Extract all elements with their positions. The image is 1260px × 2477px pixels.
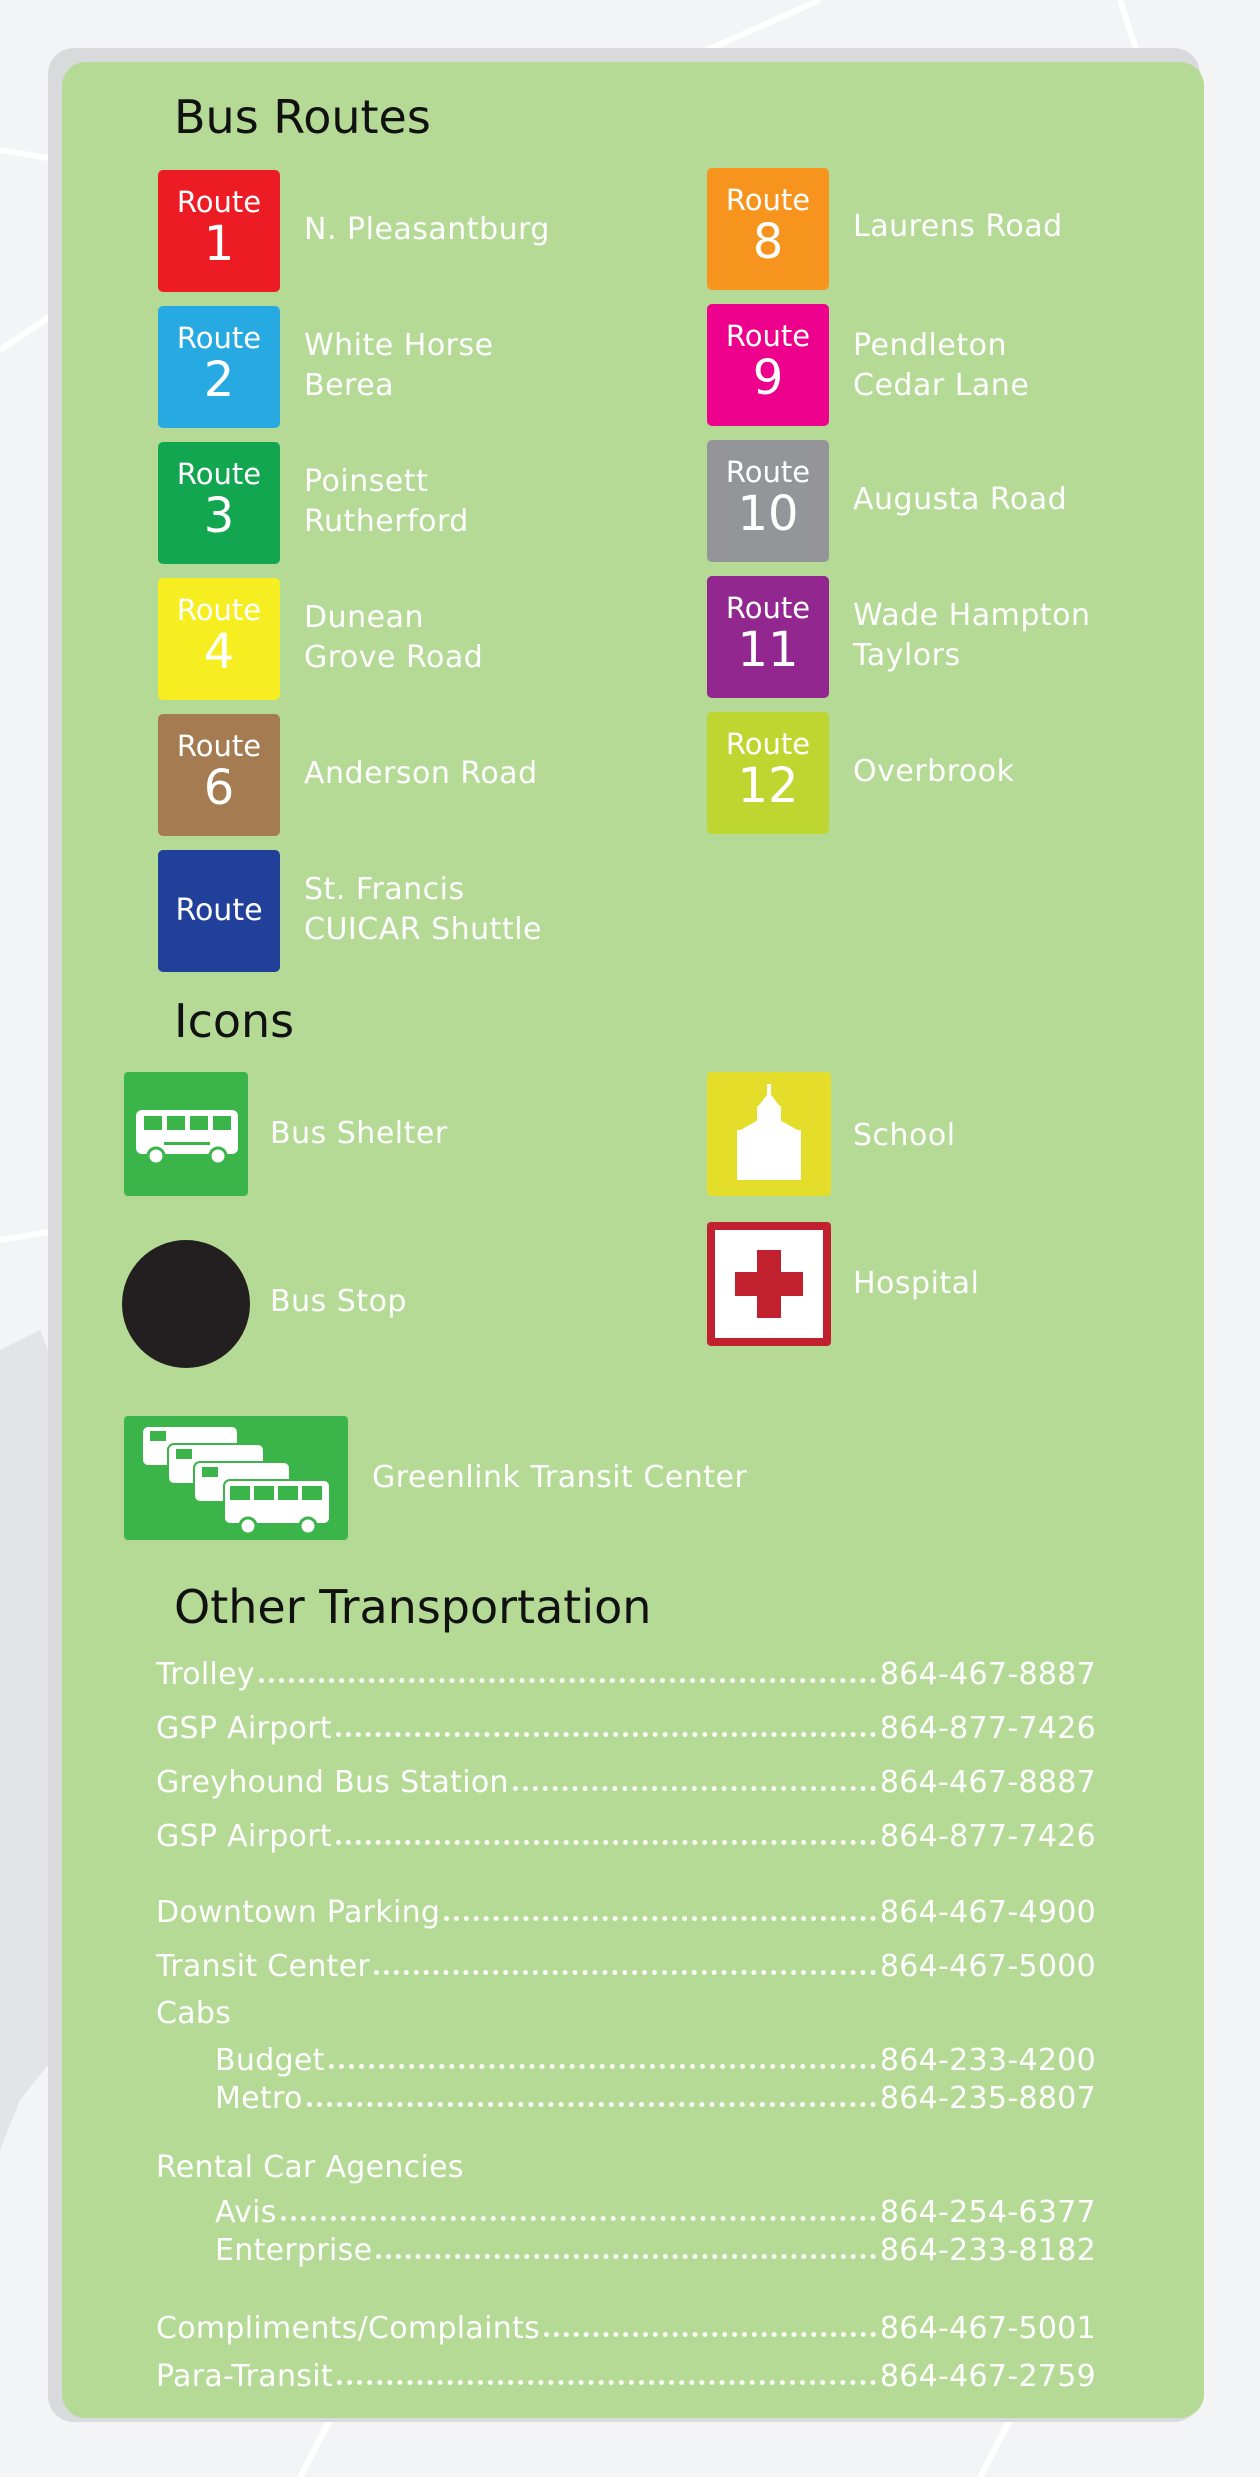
trolley-row [156, 1648, 1096, 1692]
row-label: Cabs [156, 1996, 232, 2031]
row-phone: 864-877-7426 [879, 1819, 1096, 1854]
leader-dots [336, 1732, 876, 1737]
school-icon [707, 1072, 831, 1196]
route-3-badge [158, 442, 280, 564]
route-word: Route [176, 593, 262, 627]
downtown-parking-row [156, 1886, 1096, 1930]
route-word: Route [176, 185, 262, 219]
row-phone: 864-254-6377 [879, 2195, 1096, 2230]
row-phone: 864-467-8887 [879, 1657, 1096, 1692]
leader-dots [329, 2064, 876, 2069]
leader-dots [374, 1970, 876, 1975]
route-word: Route [725, 183, 811, 217]
route-11-badge [707, 576, 829, 698]
route-1-badge [158, 170, 280, 292]
row-phone: 864-467-4900 [879, 1895, 1096, 1930]
row-label: Compliments/Complaints [156, 2311, 541, 2346]
row-label: Greyhound Bus Station [156, 1765, 509, 1800]
row-label: GSP Airport [156, 1711, 332, 1746]
leader-dots [281, 2216, 876, 2221]
row-label: Budget [215, 2043, 325, 2078]
school-label: School [853, 1118, 956, 1153]
leader-dots [307, 2102, 876, 2107]
row-label: Trolley [156, 1657, 255, 1692]
row-phone: 864-467-2759 [879, 2359, 1096, 2394]
enterprise-row [215, 2224, 1096, 2268]
row-phone: 864-233-8182 [879, 2233, 1096, 2268]
route-6-badge [158, 714, 280, 836]
route-word: Route [176, 729, 262, 763]
route-12-name: Overbrook [853, 754, 1015, 789]
route-shuttle-badge [158, 850, 280, 972]
route-number: 2 [203, 352, 235, 408]
hospital-icon [707, 1222, 831, 1346]
route-10-name: Augusta Road [853, 482, 1068, 517]
route-word: Route [725, 319, 811, 353]
route-word: Route [725, 727, 811, 761]
bus-routes-heading: Bus Routes [174, 90, 431, 144]
leader-dots [376, 2254, 876, 2259]
route-number: 9 [752, 350, 784, 406]
bus-stop-label: Bus Stop [270, 1284, 407, 1319]
transit-center-label: Greenlink Transit Center [372, 1460, 748, 1495]
leader-dots [336, 1840, 876, 1845]
route-word: Route [176, 321, 262, 355]
row-phone: 864-235-8807 [879, 2081, 1096, 2116]
hospital-label: Hospital [853, 1266, 980, 1301]
row-label: Para-Transit [156, 2359, 333, 2394]
route-number: 1 [203, 216, 235, 272]
row-phone: 864-877-7426 [879, 1711, 1096, 1746]
metro-row [215, 2072, 1096, 2116]
transit-center-icon [124, 1416, 348, 1540]
leader-dots [513, 1786, 876, 1791]
route-10-badge [707, 440, 829, 562]
route-number: 3 [203, 488, 235, 544]
row-label: Downtown Parking [156, 1895, 441, 1930]
route-word: Route [176, 457, 262, 491]
other-transportation-heading: Other Transportation [174, 1580, 652, 1634]
route-number: 8 [752, 214, 784, 270]
para-transit-row [156, 2350, 1096, 2394]
row-label: Metro [215, 2081, 303, 2116]
route-word: Route [725, 591, 811, 625]
route-6-name: Anderson Road [304, 756, 538, 791]
route-word: Route [725, 455, 811, 489]
route-2-name: White Horse Berea [304, 328, 494, 403]
row-label: Rental Car Agencies [156, 2150, 464, 2185]
row-phone: 864-233-4200 [879, 2043, 1096, 2078]
route-word: Route [175, 893, 263, 928]
greyhound-row [156, 1756, 1096, 1800]
gsp-airport-row-2 [156, 1810, 1096, 1854]
bus-stop-icon [122, 1240, 250, 1368]
route-number: 4 [203, 624, 235, 680]
route-9-name: Pendleton Cedar Lane [853, 328, 1030, 403]
gsp-airport-row [156, 1702, 1096, 1746]
route-number: 10 [737, 486, 799, 542]
route-number: 11 [737, 622, 799, 678]
row-label: Transit Center [156, 1949, 371, 1984]
icons-heading: Icons [174, 994, 295, 1048]
leader-dots [337, 2380, 876, 2385]
leader-dots [259, 1678, 876, 1683]
route-8-name: Laurens Road [853, 209, 1063, 244]
route-9-badge [707, 304, 829, 426]
transit-center-row [156, 1940, 1096, 1984]
bus-shelter-label: Bus Shelter [270, 1116, 448, 1151]
route-12-badge [707, 712, 829, 834]
route-shuttle-name: St. Francis CUICAR Shuttle [304, 872, 542, 947]
route-4-name: Dunean Grove Road [304, 600, 484, 675]
row-label: Enterprise [215, 2233, 373, 2268]
route-8-badge [707, 168, 829, 290]
leader-dots [544, 2332, 876, 2337]
route-3-name: Poinsett Rutherford [304, 464, 469, 539]
route-11-name: Wade Hampton Taylors [853, 598, 1091, 673]
route-2-badge [158, 306, 280, 428]
route-1-name: N. Pleasantburg [304, 212, 550, 247]
route-number: 6 [203, 760, 235, 816]
compliments-row [156, 2302, 1096, 2346]
row-phone: 864-467-5000 [879, 1949, 1096, 1984]
row-phone: 864-467-8887 [879, 1765, 1096, 1800]
route-4-badge [158, 578, 280, 700]
row-label: Avis [215, 2195, 277, 2230]
row-phone: 864-467-5001 [879, 2311, 1096, 2346]
route-number: 12 [737, 758, 799, 814]
bus-shelter-icon [124, 1072, 248, 1196]
row-label: GSP Airport [156, 1819, 332, 1854]
leader-dots [444, 1916, 876, 1921]
